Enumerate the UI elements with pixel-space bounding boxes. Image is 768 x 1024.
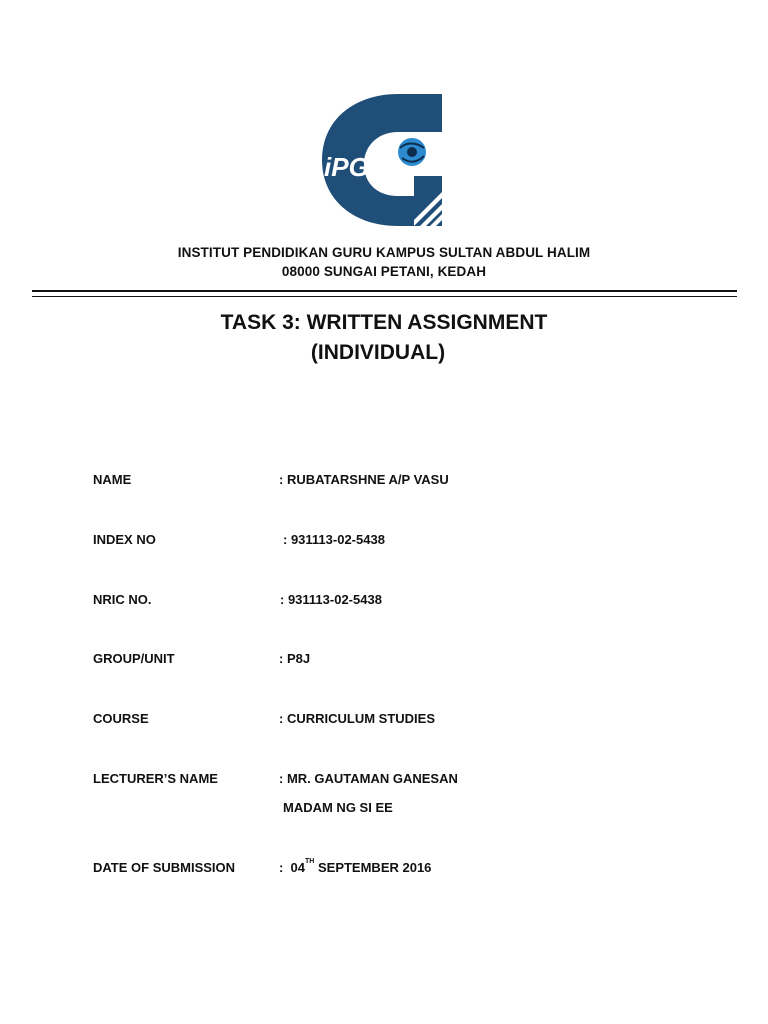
date-month-year: SEPTEMBER 2016 bbox=[314, 860, 432, 875]
field-label: LECTURER’S NAME bbox=[93, 771, 218, 786]
field-label: GROUP/UNIT bbox=[93, 651, 175, 666]
field-value: : P8J bbox=[279, 651, 311, 666]
field-label: NRIC NO. bbox=[93, 592, 152, 607]
institute-address: 08000 SUNGAI PETANI, KEDAH bbox=[281, 264, 487, 279]
field-value: : 931113-02-5438 bbox=[280, 592, 382, 607]
institute-name: INSTITUT PENDIDIKAN GURU KAMPUS SULTAN ABDUL HALIM bbox=[177, 245, 591, 260]
logo-text: iPG bbox=[324, 152, 369, 182]
task-subtitle: (INDIVIDUAL) bbox=[310, 341, 446, 364]
field-label: NAME bbox=[93, 472, 132, 487]
date-ordinal-suffix: TH bbox=[305, 858, 315, 865]
field-label: INDEX NO bbox=[93, 532, 156, 547]
field-value: : CURRICULUM STUDIES bbox=[279, 711, 435, 726]
field-value-second-line: MADAM NG SI EE bbox=[283, 800, 393, 815]
field-label: DATE OF SUBMISSION bbox=[93, 860, 236, 875]
field-value: : MR. GAUTAMAN GANESAN bbox=[279, 771, 458, 786]
field-value bbox=[279, 860, 431, 875]
field-value: : 931113-02-5438 bbox=[283, 532, 385, 547]
divider-thin bbox=[32, 296, 737, 297]
date-day: : 04 bbox=[279, 860, 306, 875]
ipg-logo bbox=[320, 92, 446, 228]
field-label: COURSE bbox=[93, 711, 149, 726]
field-value: : RUBATARSHNE A/P VASU bbox=[279, 472, 449, 487]
logo-globe bbox=[397, 137, 427, 167]
task-title: TASK 3: WRITTEN ASSIGNMENT bbox=[220, 311, 548, 334]
divider-thick bbox=[32, 290, 737, 292]
